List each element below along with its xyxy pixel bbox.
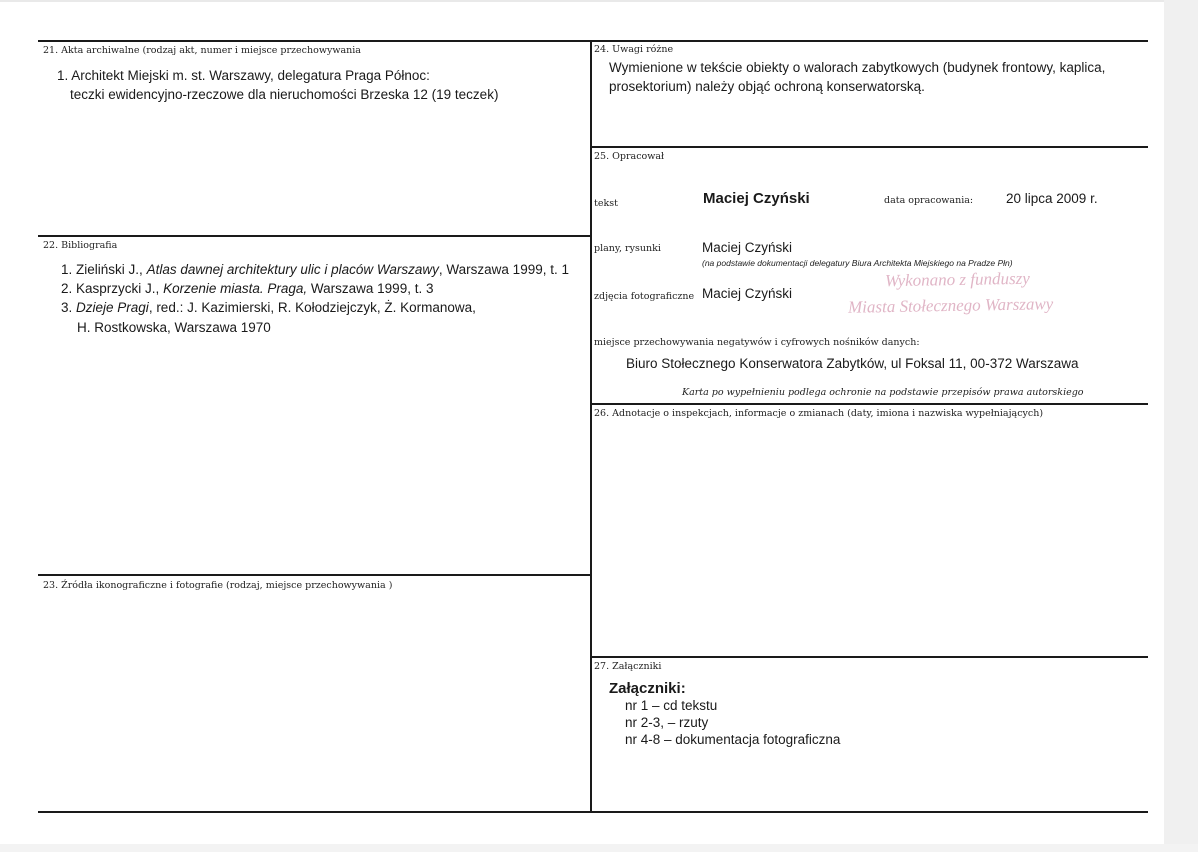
bibliography-item-continuation: H. Rostkowska, Warszawa 1970 (77, 320, 271, 335)
rule-top (38, 40, 1148, 42)
funding-stamp-line2: Miasta Stołecznego Warszawy (847, 294, 1054, 317)
section-24-line2: prosektorium) należy objąć ochroną konserwatorską. (609, 79, 925, 94)
section-21-line1: 1. Architekt Miejski m. st. Warszawy, delegatura Praga Północ: (57, 68, 430, 83)
scan-edge-bottom (0, 844, 1198, 852)
section-24-line1: Wymienione w tekście obiekty o walorach zabytkowych (budynek frontowy, kaplica, (609, 60, 1106, 75)
rule-22-top (38, 235, 591, 237)
rule-27-top (591, 656, 1148, 658)
attachments-heading: Załączniki: (609, 680, 686, 697)
funding-stamp-line1: Wykonano z funduszy (884, 268, 1030, 291)
rule-26-top (591, 403, 1148, 405)
rule-23-top (38, 574, 591, 576)
date-label: data opracowania: (884, 195, 974, 206)
bibliography-item: 2. Kasprzycki J., Korzenie miasta. Praga, Warszawa 1999, t. 3 (61, 281, 434, 296)
storage-value: Biuro Stołecznego Konserwatora Zabytków, ul Foksal 11, 00-372 Warszawa (626, 356, 1079, 371)
section-23-label: 23. Źródła ikonograficzne i fotografie (rodzaj, miejsce przechowywania ) (43, 580, 393, 591)
rule-bottom (38, 811, 1148, 813)
scan-edge-right (1164, 0, 1198, 852)
tekst-label: tekst (594, 198, 618, 209)
section-21-line2: teczki ewidencyjno-rzeczowe dla nieruchomości Brzeska 12 (19 teczek) (70, 87, 499, 102)
plany-note: (na podstawie dokumentacji delegatury Biura Architekta Miejskiego na Pradze Płn) (702, 258, 1013, 268)
plany-author: Maciej Czyński (702, 240, 793, 255)
attachment-item: nr 1 – cd tekstu (625, 698, 718, 713)
section-25-label: 25. Opracował (594, 151, 665, 162)
bibliography-item: 3. Dzieje Pragi, red.: J. Kazimierski, R. Kołodziejczyk, Ż. Kormanowa, (61, 300, 476, 315)
storage-label: miejsce przechowywania negatywów i cyfrowych nośników danych: (594, 337, 920, 348)
section-24-label: 24. Uwagi różne (594, 44, 674, 55)
section-21-label: 21. Akta archiwalne (rodzaj akt, numer i miejsce przechowywania (43, 45, 361, 56)
attachment-item: nr 4-8 – dokumentacja fotograficzna (625, 732, 841, 747)
bibliography-item: 1. Zieliński J., Atlas dawnej architektury ulic i placów Warszawy, Warszawa 1999, t. 1 (61, 262, 569, 277)
section-27-label: 27. Załączniki (594, 661, 662, 672)
scan-edge-top (0, 0, 1198, 2)
copyright-note: Karta po wypełnieniu podlega ochronie na podstawie przepisów prawa autorskiego (682, 387, 1084, 398)
tekst-author: Maciej Czyński (703, 190, 810, 207)
zdjecia-label: zdjęcia fotograficzne (594, 291, 695, 302)
rule-25-top (591, 146, 1148, 148)
rule-column-divider (590, 40, 592, 811)
date-value: 20 lipca 2009 r. (1006, 191, 1098, 206)
section-26-label: 26. Adnotacje o inspekcjach, informacje o zmianach (daty, imiona i nazwiska wypełniających) (594, 408, 1044, 419)
section-22-label: 22. Bibliografia (43, 240, 118, 251)
plany-label: plany, rysunki (594, 243, 661, 254)
attachment-item: nr 2-3, – rzuty (625, 715, 709, 730)
zdjecia-author: Maciej Czyński (702, 286, 793, 301)
